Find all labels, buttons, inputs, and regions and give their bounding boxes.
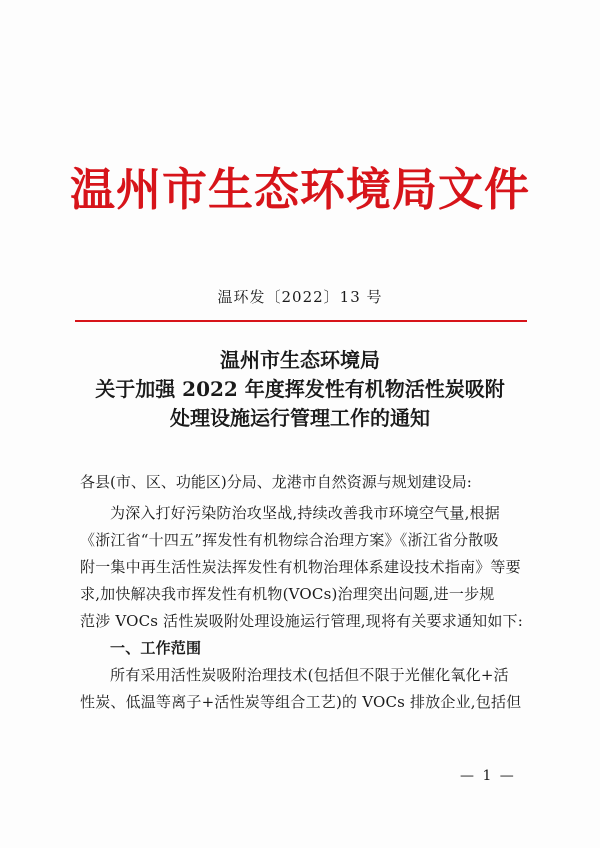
notice-title xyxy=(0,346,600,433)
paragraph-1-line: 求,加快解决我市挥发性有机物(VOCs)治理突出问题,进一步规 xyxy=(80,585,495,603)
paragraph-1-line: 附一集中再生活性炭法挥发性有机物治理体系建设技术指南》等要 xyxy=(80,558,521,576)
title-line-1: 温州市生态环境局 xyxy=(220,348,380,372)
paragraph-2-line: 性炭、低温等离子+活性炭等组合工艺)的 VOCs 排放企业,包括但 xyxy=(80,693,522,711)
section-heading: 一、工作范围 xyxy=(110,639,202,657)
paragraph-2-line: 所有采用活性炭吸附治理技术(包括但不限于光催化氧化+活 xyxy=(110,666,509,684)
paragraph-1-line: 范涉 VOCs 活性炭吸附处理设施运行管理,现将有关要求通知如下: xyxy=(80,612,524,630)
paragraph-1-line: 为深入打好污染防治攻坚战,持续改善我市环境空气量,根据 xyxy=(110,504,500,522)
page-number: — 1 — xyxy=(460,768,516,784)
document-number: 温环发〔2022〕13 号 xyxy=(217,288,383,306)
recipient-line: 各县(市、区、功能区)分局、龙港市自然资源与规划建设局: xyxy=(80,473,472,491)
title-line-3: 处理设施运行管理工作的通知 xyxy=(170,406,430,430)
red-divider-rule xyxy=(75,320,527,322)
masthead-title: 温州市生态环境局文件 xyxy=(69,163,530,216)
title-line-2: 关于加强 2022 年度挥发性有机物活性炭吸附 xyxy=(95,377,505,401)
paragraph-1-line: 《浙江省“十四五”挥发性有机物综合治理方案》《浙江省分散吸 xyxy=(80,531,499,549)
body-text xyxy=(80,500,530,716)
